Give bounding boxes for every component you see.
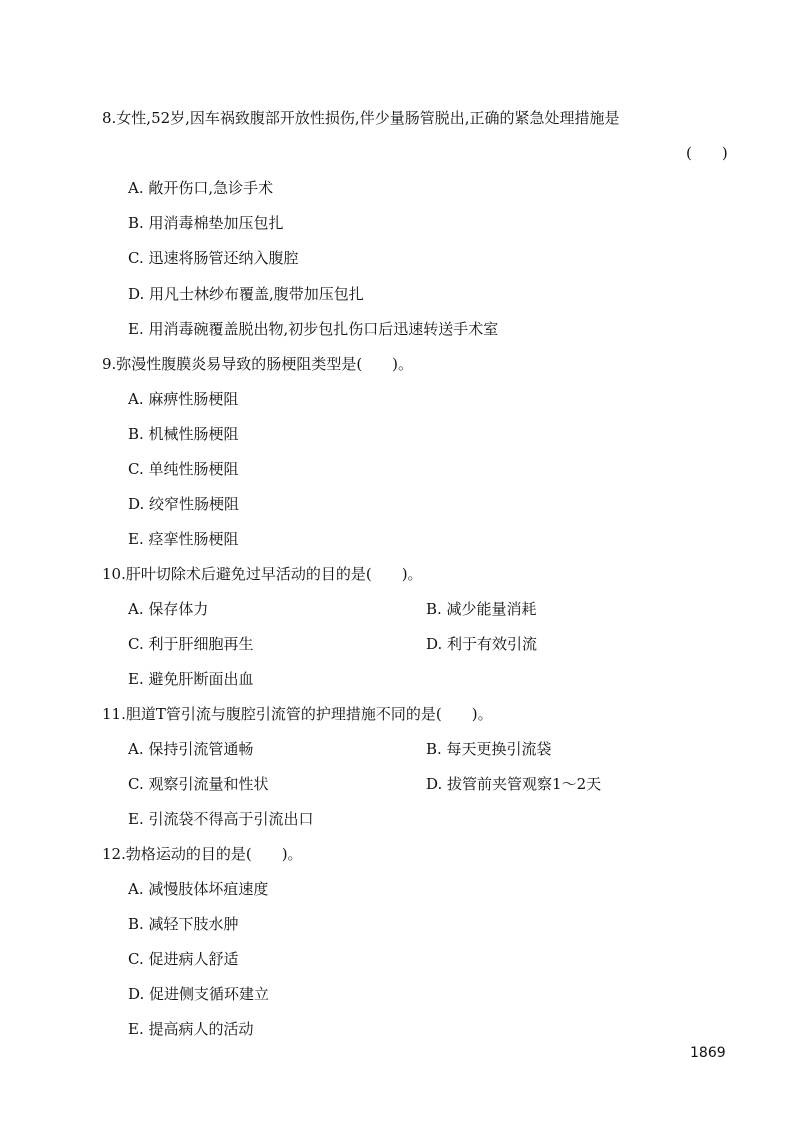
question-8-stem: 8.女性,52岁,因车祸致腹部开放性损伤,伴少量肠管脱出,正确的紧急处理措施是	[102, 109, 620, 127]
question-11-option-d: D. 拔管前夹管观察1～2天	[426, 775, 602, 793]
question-12-option-c: C. 促进病人舒适	[128, 950, 239, 968]
question-12-option-b: B. 减轻下肢水肿	[128, 915, 239, 933]
question-10-option-c: C. 利于肝细胞再生	[128, 635, 254, 653]
question-9-option-d: D. 绞窄性肠梗阻	[128, 495, 240, 513]
question-10-option-b: B. 减少能量消耗	[426, 600, 537, 618]
question-11-stem: 11.胆道T管引流与腹腔引流管的护理措施不同的是( )。	[102, 705, 493, 723]
question-10-option-a: A. 保存体力	[128, 600, 209, 618]
question-10-stem: 10.肝叶切除术后避免过早活动的目的是( )。	[102, 565, 423, 583]
question-11-option-b: B. 每天更换引流袋	[426, 740, 552, 758]
question-9-stem: 9.弥漫性腹膜炎易导致的肠梗阻类型是( )。	[102, 355, 414, 373]
question-8-option-e: E. 用消毒碗覆盖脱出物,初步包扎伤口后迅速转送手术室	[128, 320, 499, 338]
question-10-option-d: D. 利于有效引流	[426, 635, 538, 653]
question-9-option-b: B. 机械性肠梗阻	[128, 425, 239, 443]
question-8-option-a: A. 敞开伤口,急诊手术	[128, 179, 274, 197]
question-11-option-a: A. 保持引流管通畅	[128, 740, 254, 758]
question-9-option-e: E. 痉挛性肠梗阻	[128, 530, 239, 548]
question-8-option-d: D. 用凡士林纱布覆盖,腹带加压包扎	[128, 285, 364, 303]
question-11-option-c: C. 观察引流量和性状	[128, 775, 269, 793]
question-12-option-e: E. 提高病人的活动	[128, 1020, 254, 1038]
question-9-option-c: C. 单纯性肠梗阻	[128, 460, 239, 478]
question-12-option-d: D. 促进侧支循环建立	[128, 985, 270, 1003]
question-10-option-e: E. 避免肝断面出血	[128, 670, 254, 688]
question-12-stem: 12.勃格运动的目的是( )。	[102, 845, 303, 863]
page-number: 1869	[690, 1045, 726, 1061]
question-8-option-b: B. 用消毒棉垫加压包扎	[128, 214, 284, 232]
question-11-option-e: E. 引流袋不得高于引流出口	[128, 810, 314, 828]
question-8-option-c: C. 迅速将肠管还纳入腹腔	[128, 249, 299, 267]
question-8-answer-blank: ( )	[686, 144, 728, 162]
question-12-option-a: A. 减慢肢体坏疽速度	[128, 880, 269, 898]
question-9-option-a: A. 麻痹性肠梗阻	[128, 390, 239, 408]
